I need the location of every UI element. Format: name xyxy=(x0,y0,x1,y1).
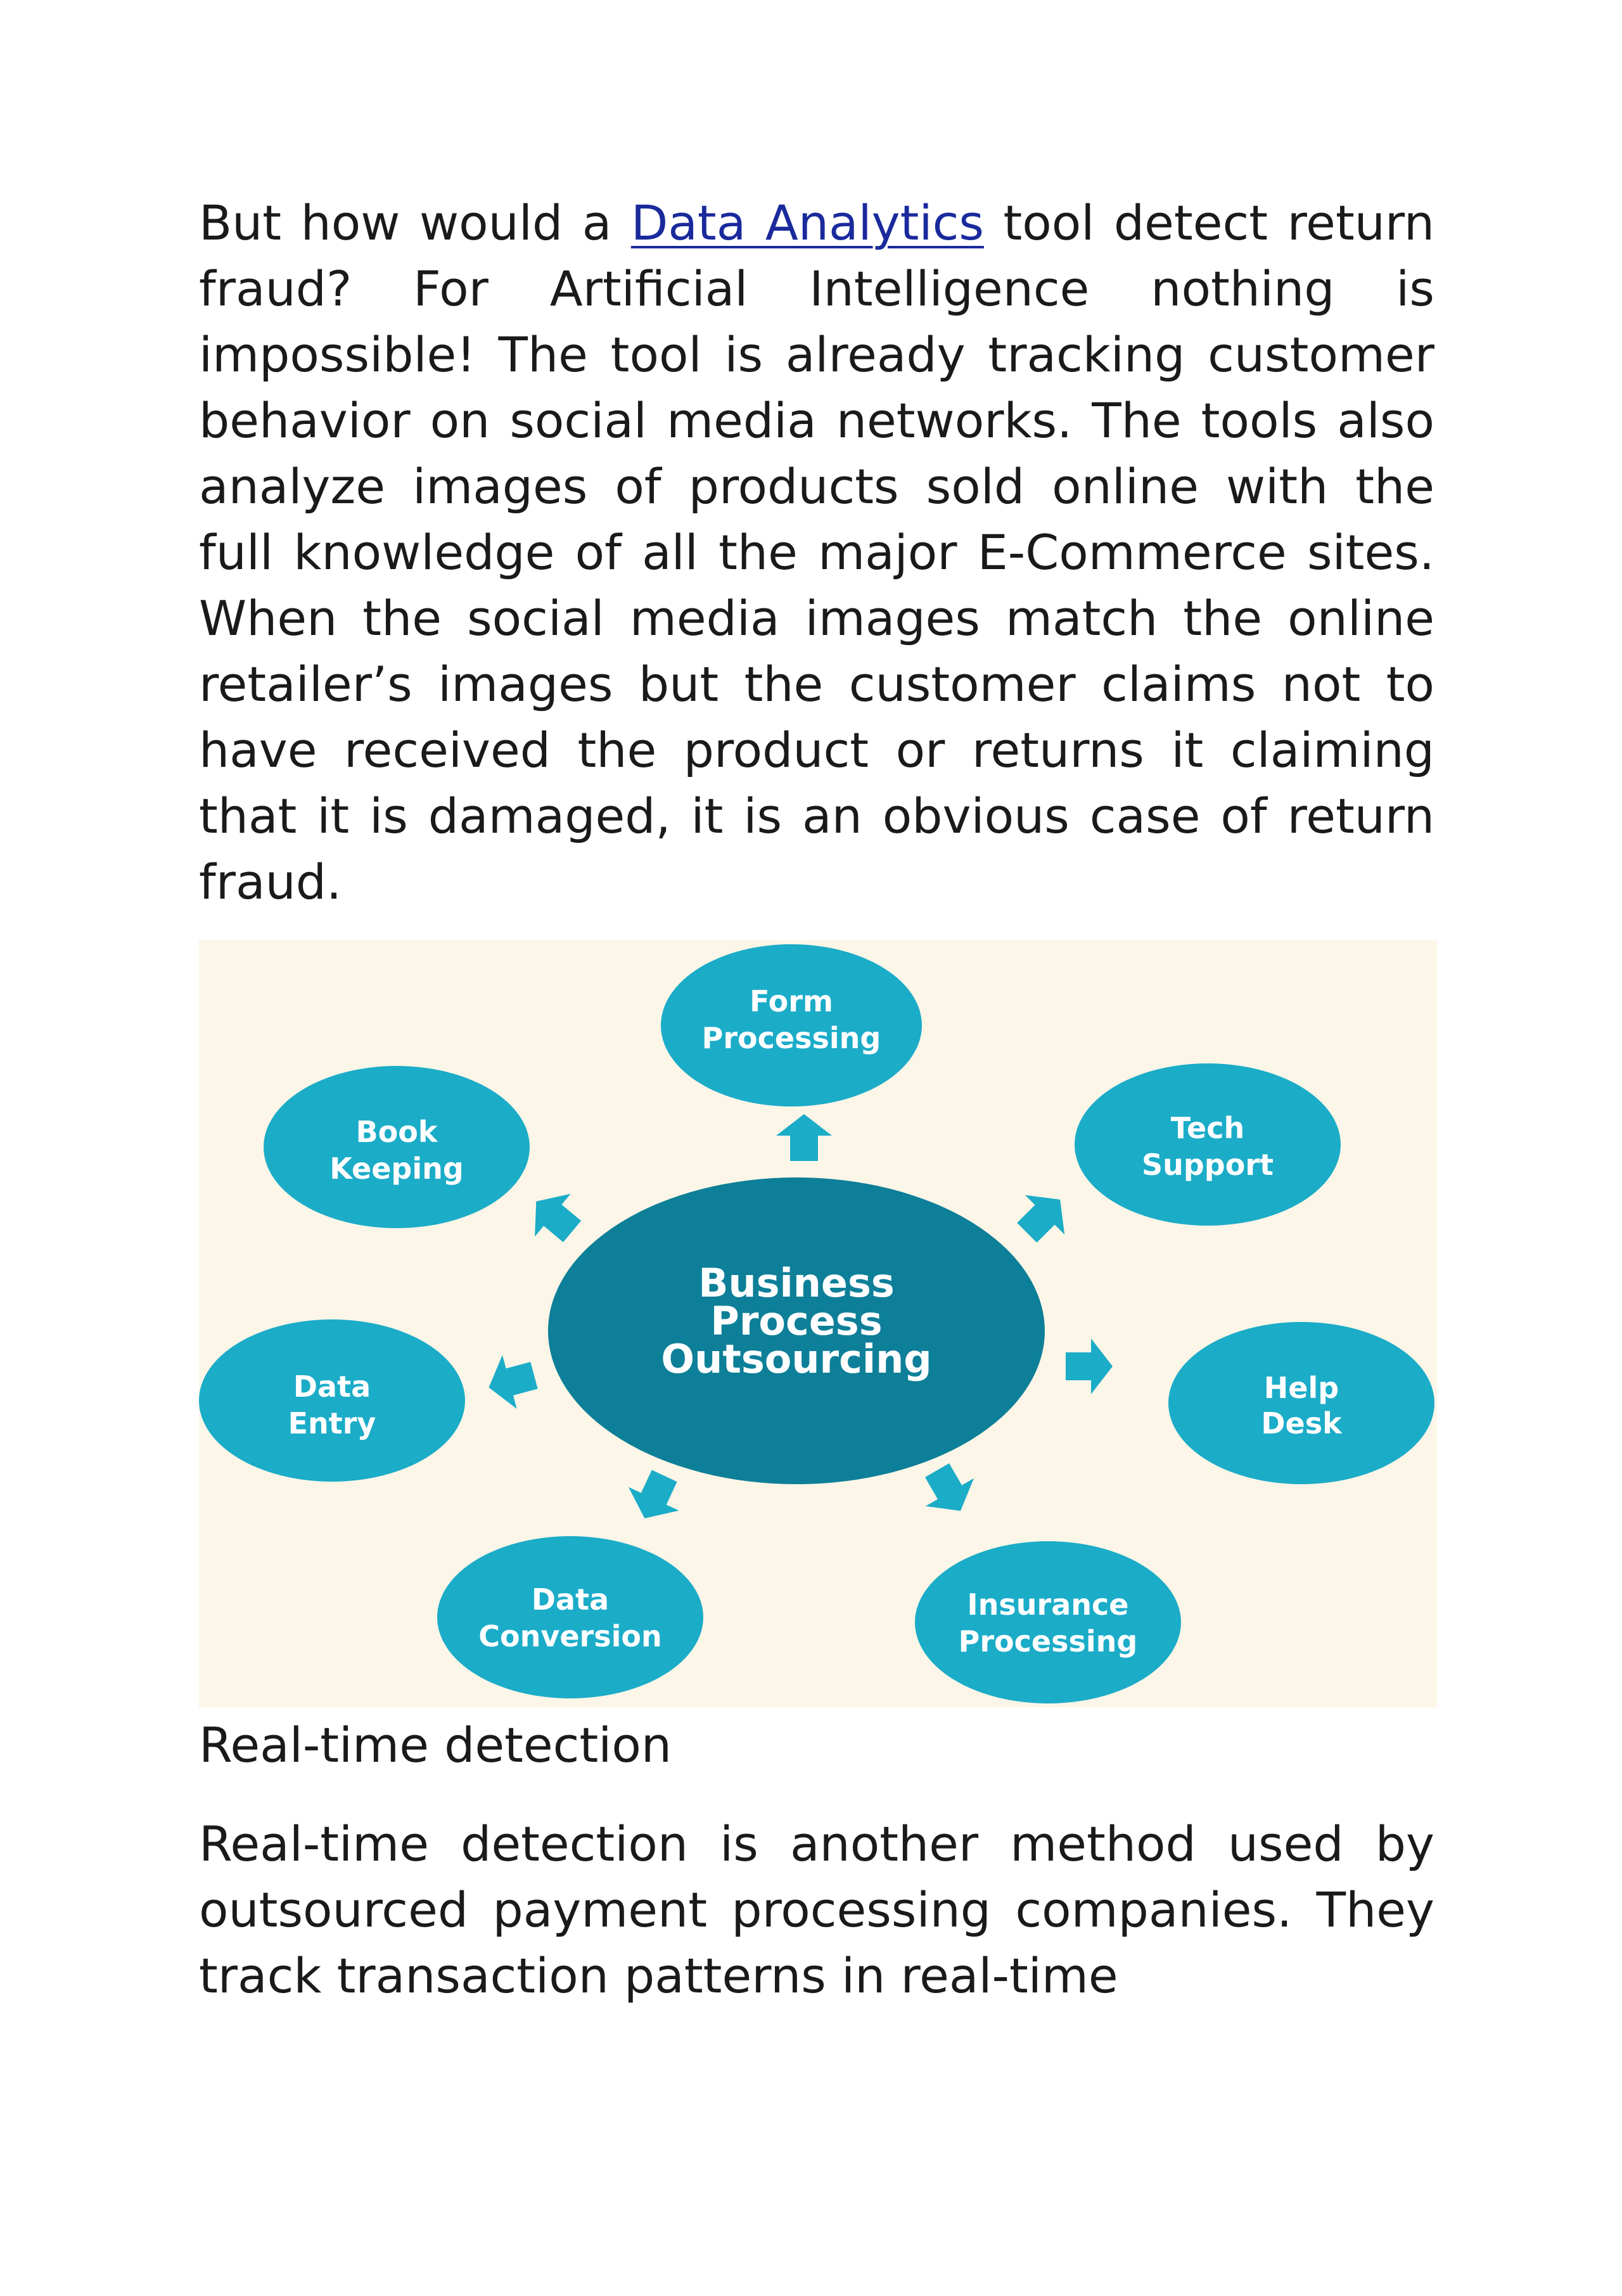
book-keeping-line-1: Book xyxy=(355,1115,438,1149)
center-label-line-3: Outsourcing xyxy=(661,1336,932,1382)
node-form-processing xyxy=(661,944,922,1106)
paragraph-text-rest: tool detect return fraud? For Artificial Intelligence nothing is impossible! The tool is already tracking customer behavior on social media networks. The tools also analyze images of products sold online with the full knowledge of all the major E-Commerce sites. When the social media images match the online retailer’s images but the customer claims not to have received the product or returns it claiming that it is damaged, it is an obvious case of return fraud. xyxy=(199,195,1434,910)
arrow-lower-left-icon xyxy=(620,1464,690,1530)
tech-support-line-2: Support xyxy=(1141,1148,1274,1182)
node-book-keeping xyxy=(264,1066,530,1228)
arrow-right-icon xyxy=(1066,1338,1113,1394)
node-data-entry xyxy=(199,1319,465,1482)
bpo-diagram-svg xyxy=(199,940,1437,1707)
paragraph-real-time-detection: Real-time detection is another method used by outsourced payment processing companies. They track transaction patterns in real-time xyxy=(199,1816,1434,2004)
data-entry-line-2: Entry xyxy=(288,1406,376,1440)
node-help-desk xyxy=(1168,1322,1434,1484)
center-label-line-1: Business xyxy=(698,1260,895,1306)
help-desk-line-2: Desk xyxy=(1261,1406,1342,1440)
node-data-conversion xyxy=(437,1536,703,1698)
form-processing-line-1: Form xyxy=(750,984,833,1018)
arrow-upper-left-icon xyxy=(518,1180,590,1253)
bpo-diagram xyxy=(199,940,1437,1707)
form-processing-line-2: Processing xyxy=(701,1021,881,1055)
node-insurance-processing xyxy=(915,1541,1181,1703)
center-node xyxy=(548,1177,1045,1484)
center-label-line-2: Process xyxy=(710,1298,883,1344)
data-conversion-line-2: Conversion xyxy=(478,1619,662,1653)
arrow-left-icon xyxy=(482,1349,541,1414)
arrow-up-icon xyxy=(776,1114,832,1161)
section-heading: Real-time detection xyxy=(199,1717,672,1773)
arrow-lower-right-icon xyxy=(913,1456,985,1525)
tech-support-line-1: Tech xyxy=(1170,1111,1245,1145)
insurance-processing-line-1: Insurance xyxy=(967,1587,1129,1622)
help-desk-line-1: Help xyxy=(1263,1371,1339,1405)
node-tech-support xyxy=(1075,1063,1341,1226)
arrow-upper-right-icon xyxy=(1007,1180,1080,1253)
data-entry-line-1: Data xyxy=(293,1369,371,1404)
book-keeping-line-2: Keeping xyxy=(329,1151,464,1186)
paragraph-return-fraud xyxy=(199,190,1434,915)
data-conversion-line-1: Data xyxy=(531,1582,610,1617)
paragraph-text-start: But how would a xyxy=(199,195,631,251)
data-analytics-link[interactable]: Data Analytics xyxy=(630,195,984,251)
insurance-processing-line-2: Processing xyxy=(958,1624,1138,1658)
